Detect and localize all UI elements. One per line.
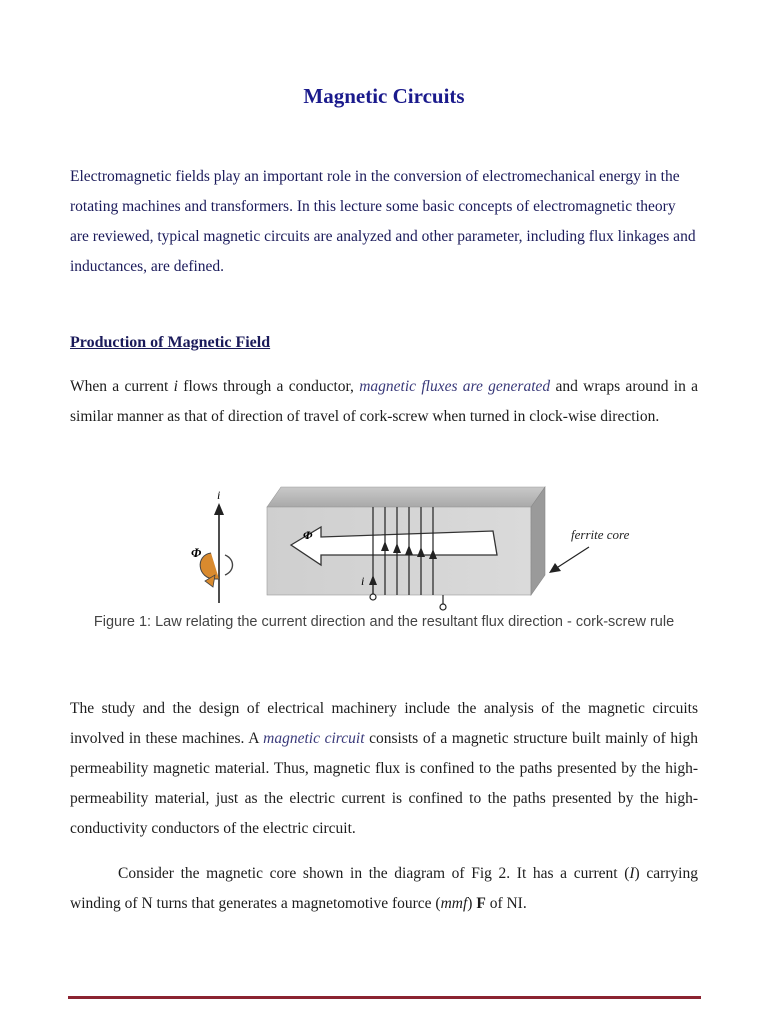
label-phi-left: Φ <box>191 545 202 560</box>
symbol-F: F <box>476 895 486 912</box>
current-arrow-symbol <box>200 503 232 603</box>
paragraph-current-flux: When a current i flows through a conductor, magnetic fluxes are generated and wraps around in a similar manner as that of direction of travel of cork-screw when turned in clock-wise direction. <box>70 378 698 425</box>
paragraph-magnetic-circuit: The study and the design of electrical machinery include the analysis of the magnetic circuits involved in these machines. A magnetic circuit consists of a magnetic structure built mainly of high permeability magnetic material. Thus, magnetic flux is confined to the paths presented by the high-permeability material, just as the electric current is confined to the paths presented by the high-conductivity conductors of the electric circuit. <box>70 700 698 837</box>
emphasis-magnetic-circuit: magnetic circuit <box>263 730 365 747</box>
label-i-left: i <box>217 488 221 502</box>
section-heading: Production of Magnetic Field <box>70 334 271 351</box>
label-phi-core: Φ <box>303 528 313 542</box>
figure-1-caption: Figure 1: Law relating the current direction and the resultant flux direction - cork-screw rule <box>93 614 675 630</box>
page-title: Magnetic Circuits <box>303 84 465 108</box>
variable-i: i <box>173 378 178 395</box>
label-ferrite-core: ferrite core <box>571 527 630 542</box>
emphasis-flux: magnetic fluxes are generated <box>359 378 551 395</box>
intro-paragraph: Electromagnetic fields play an important role in the conversion of electromechanical energy in the rotating machines and transformers. In this lecture some basic concepts of electromagnetic theory are reviewed, typical magnetic circuits are analyzed and other parameter, including flux linkages and inductances, are defined. <box>70 168 696 275</box>
footer-rule <box>68 996 701 999</box>
paragraph-consider-core: Consider the magnetic core shown in the diagram of Fig 2. It has a current (I) carrying winding of N turns that generates a magnetomotive fource (mmf) F of NI. <box>70 865 698 912</box>
ferrite-core <box>267 487 545 610</box>
label-i-core: i <box>361 574 365 588</box>
mmf-abbrev: mmf <box>440 895 468 912</box>
figure-1 <box>175 483 705 613</box>
cork-screw-diagram <box>175 483 705 613</box>
variable-I: I <box>629 865 635 882</box>
